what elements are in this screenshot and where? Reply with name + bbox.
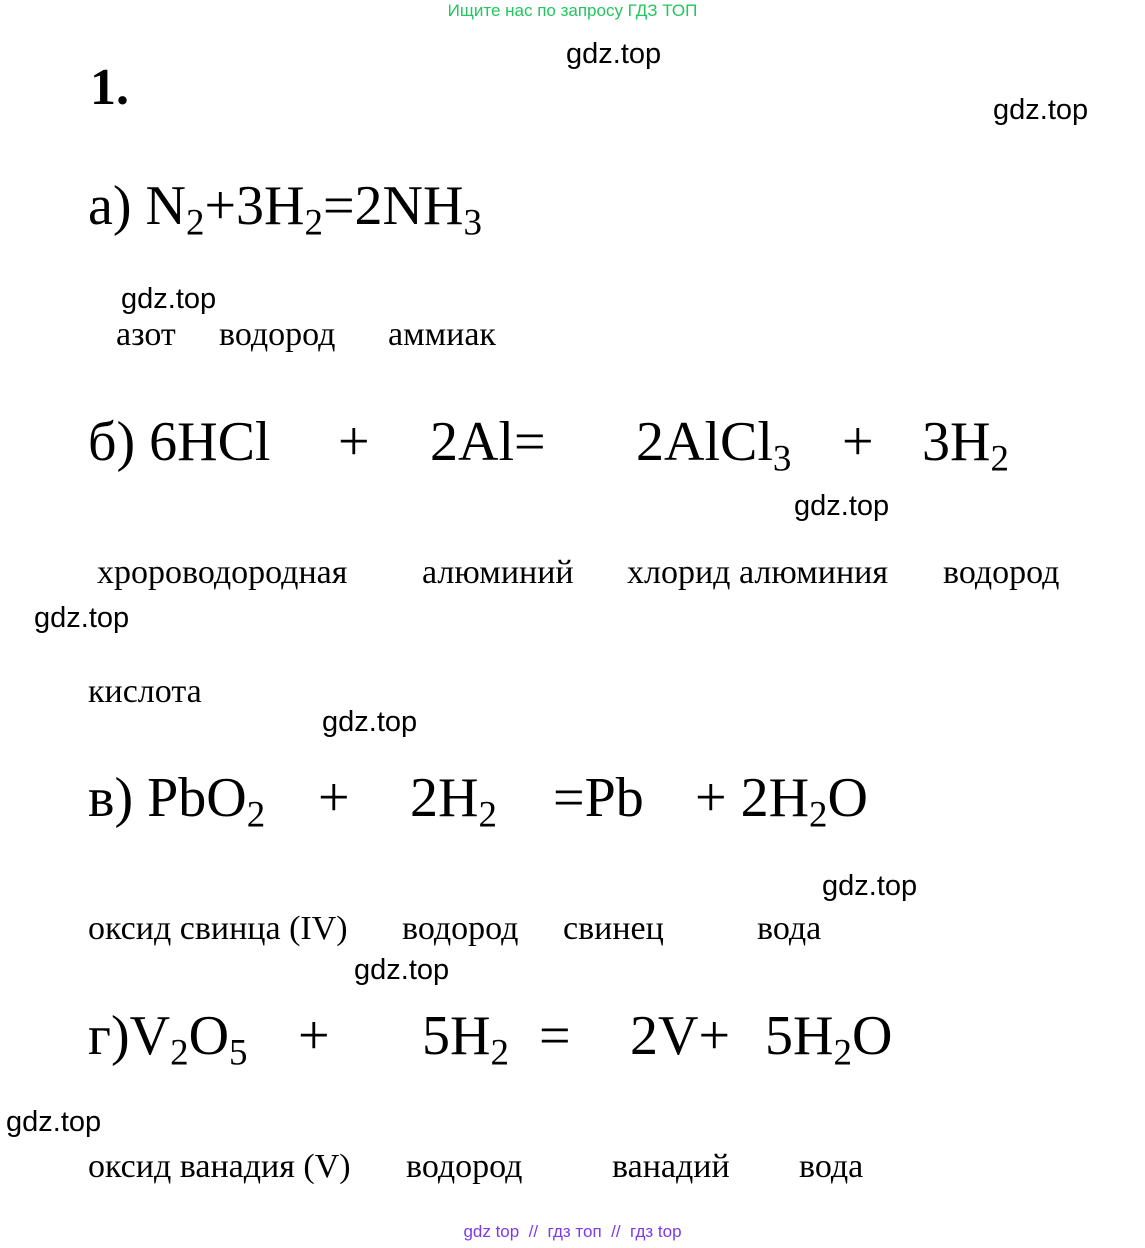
equation-c-left: в) PbO$_2$ [88, 767, 266, 835]
plus-sign: + [338, 411, 370, 473]
equation-prefix: б) [88, 411, 150, 473]
label-hydrogen: водород [402, 910, 519, 947]
watermark: gdz.top [822, 870, 918, 902]
label-hydrogen: водород [943, 554, 1060, 591]
hydrogen-term: $2H_2$ [410, 767, 497, 835]
plus-sign: + [298, 1005, 330, 1067]
label-ammonia: аммиак [388, 316, 496, 353]
aluminium-chloride-term: 2AlCl$_3$ [636, 411, 792, 479]
label-hydrogen: водород [219, 316, 336, 353]
plus-sign: + [842, 411, 874, 473]
watermark: gdz.top [34, 602, 130, 634]
watermark: gdz.top [993, 94, 1089, 126]
label-lead: свинец [563, 910, 664, 947]
water-term: + $2H_2O$ [695, 767, 868, 835]
footer-note: gdz top // гдз топ // гдз top [463, 1222, 682, 1241]
task-number: 1. [90, 59, 129, 116]
equation-b-left: б) 6HCl [88, 411, 271, 473]
equation-prefix: в) [88, 767, 148, 829]
equation-prefix: г) [88, 1005, 130, 1067]
equals-sign: = [539, 1005, 571, 1067]
watermark: gdz.top [794, 490, 890, 522]
hydrogen-term: $5H_2$ [422, 1005, 509, 1073]
equation-prefix: а) [88, 175, 146, 237]
watermark: gdz.top [6, 1106, 102, 1138]
label-acid: кислота [88, 673, 202, 710]
label-aluminium: алюминий [422, 554, 574, 591]
label-hydrochloric: хророводородная [97, 554, 348, 591]
watermark: gdz.top [566, 38, 662, 70]
plus-sign: + [318, 767, 350, 829]
equation-d-left: $г)V_2O_5$ [88, 1005, 248, 1073]
label-nitrogen: азот [116, 316, 176, 353]
label-hydrogen: водород [406, 1148, 523, 1185]
lead-term: =Pb [553, 767, 644, 829]
vanadium-term: 2V+ [630, 1005, 731, 1067]
water-term: $5H_2O$ [765, 1005, 893, 1073]
label-vanadium: ванадий [612, 1148, 730, 1185]
equation-a: а) $N_2+3H_2=2NH_3$ [88, 175, 482, 243]
label-lead-oxide: оксид свинца (IV) [88, 910, 348, 947]
watermark: gdz.top [121, 283, 217, 315]
aluminium-term: 2Al= [430, 411, 546, 473]
label-water: вода [799, 1148, 864, 1185]
label-water: вода [757, 910, 822, 947]
watermark: gdz.top [322, 706, 418, 738]
header-note: Ищите нас по запросу ГДЗ ТОП [447, 1, 698, 20]
hydrogen-term: $3H_2$ [922, 411, 1009, 479]
label-aluminium-chloride: хлорид алюминия [627, 554, 889, 591]
label-vanadium-oxide: оксид ванадия (V) [88, 1148, 351, 1185]
watermark: gdz.top [354, 954, 450, 986]
